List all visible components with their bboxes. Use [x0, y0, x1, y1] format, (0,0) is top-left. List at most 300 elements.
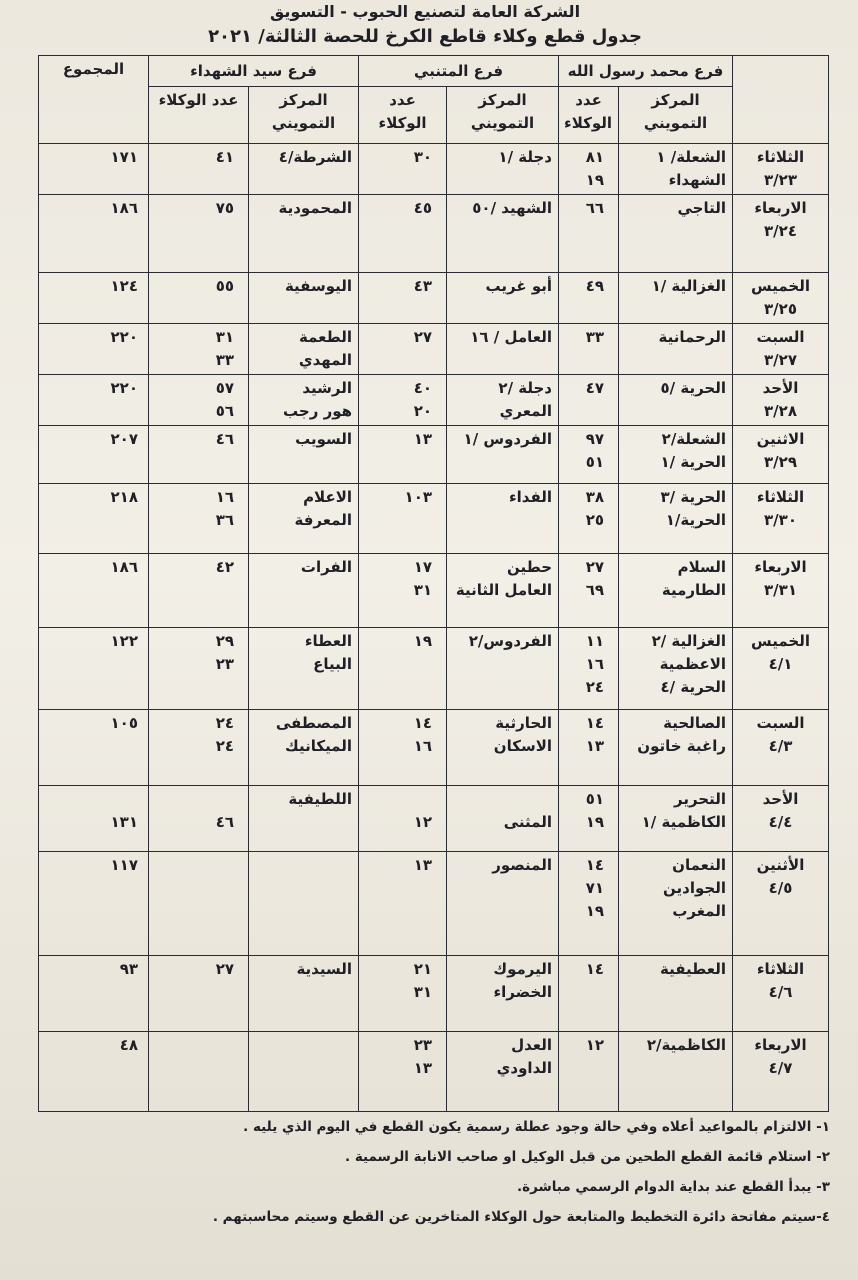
branch3-count-header: عدد الوكلاء: [149, 87, 249, 144]
branch3-count-cell: [149, 324, 249, 375]
cell-line: هور رجب: [283, 402, 353, 420]
branch3-center-cell: [249, 484, 359, 554]
total-cell: [39, 375, 149, 426]
total-cell: [39, 956, 149, 1032]
branch2-center-cell: [447, 273, 559, 324]
cell-line: الاربعاء: [754, 1036, 807, 1054]
cell-line: الأحد: [762, 790, 799, 808]
cell-line: ١٢: [413, 813, 433, 831]
cell-line: ٢٧: [215, 960, 235, 978]
cell-line: السيدية: [296, 960, 353, 978]
cell-line: المثنى: [503, 813, 553, 831]
branch1-center-cell: [619, 786, 733, 852]
cell-line: المصطفى: [275, 714, 353, 732]
day-cell: [733, 324, 829, 375]
cell-line: ١٩: [585, 902, 605, 920]
total-value: ٢٢٠: [110, 328, 138, 346]
branch1-count-cell: [559, 484, 619, 554]
cell-line: الحرية /١: [660, 453, 727, 471]
branch2-center-cell: [447, 710, 559, 786]
cell-line: التحرير: [674, 790, 727, 808]
cell-line: الشعلة/٢: [661, 430, 727, 448]
cell-line: ٤٦: [215, 813, 235, 831]
table-row: [39, 426, 829, 484]
cell-line: دجلة /٢: [498, 379, 553, 397]
day-cell: [733, 195, 829, 273]
branch2-center-cell: [447, 324, 559, 375]
day-cell: [733, 144, 829, 195]
cell-line: الحرية /٥: [660, 379, 727, 397]
cell-line: الاعلام: [303, 488, 353, 506]
total-cell: [39, 484, 149, 554]
cell-line: المعري: [499, 402, 553, 420]
cell-line: ٢٥: [585, 511, 605, 529]
branch1-count-cell: [559, 375, 619, 426]
cell-line: ١٢: [585, 1036, 605, 1054]
cell-line: الطارمية: [661, 581, 727, 599]
note-2: ٢- استلام قائمة القطع الطحين من قبل الوكيل او صاحب الانابة الرسمية .: [344, 1149, 830, 1165]
branch3-center-cell: [249, 852, 359, 956]
cell-line: الاعظمية: [659, 655, 727, 673]
cell-line: [155, 788, 234, 811]
cell-line: ١٧: [413, 558, 433, 576]
branch2-count-cell: [359, 628, 447, 710]
branch1-count-cell: [559, 628, 619, 710]
cell-line: المحمودية: [278, 199, 353, 217]
branch3-count-cell: [149, 426, 249, 484]
cell-line: ٣٦: [215, 511, 235, 529]
total-cell: [39, 324, 149, 375]
branch2-center-cell: [447, 554, 559, 628]
cell-line: ٨١: [585, 148, 605, 166]
cell-line: ١٦: [585, 655, 605, 673]
cell-line: ٤/٤: [768, 813, 793, 831]
table-row: [39, 195, 829, 273]
total-value: ١٢٤: [110, 277, 138, 295]
branch1-center-cell: [619, 710, 733, 786]
total-cell: [39, 554, 149, 628]
cell-line: الغزالية /١: [651, 277, 727, 295]
day-cell: [733, 710, 829, 786]
day-cell: [733, 426, 829, 484]
cell-line: [365, 788, 432, 811]
cell-line: الثلاثاء: [756, 488, 805, 506]
total-value: ١٧١: [110, 148, 138, 166]
note-3: ٣- يبدأ القطع عند بداية الدوام الرسمي مباشرة.: [516, 1179, 830, 1195]
branch2-center-header: المركز التمويني: [447, 87, 559, 144]
branch3-center-cell: [249, 786, 359, 852]
branch3-count-cell: [149, 375, 249, 426]
cell-line: ٩٧: [585, 430, 605, 448]
company-header: الشركة العامة لتصنيع الحبوب - التسويق: [269, 2, 581, 21]
branch2-center-cell: [447, 852, 559, 956]
total-value: ٢٠٧: [110, 430, 138, 448]
cell-line: ٣/٢٩: [764, 453, 797, 471]
branch2-center-cell: [447, 786, 559, 852]
cell-line: ٢٤: [585, 678, 605, 696]
cell-line: ٣/٢٥: [764, 300, 797, 318]
cell-line: ١٦: [215, 488, 235, 506]
branch3-count-cell: [149, 273, 249, 324]
branch2-center-cell: [447, 484, 559, 554]
cell-line: ٢١: [413, 960, 433, 978]
branch1-count-cell: [559, 956, 619, 1032]
cell-line: ٣١: [215, 328, 235, 346]
branch3-count-cell: [149, 628, 249, 710]
cell-line: الحرية /٣: [660, 488, 727, 506]
branch3-count-cell: [149, 484, 249, 554]
cell-line: الشهداء: [668, 171, 727, 189]
table-row: [39, 484, 829, 554]
cell-line: الحرية /٤: [660, 678, 727, 696]
cell-line: الشرطة/٤: [278, 148, 353, 166]
cell-line: الاثنين: [756, 430, 805, 448]
branch1-center-cell: [619, 554, 733, 628]
cell-line: ٤/٥: [768, 879, 793, 897]
total-value: ١٨٦: [110, 199, 138, 217]
branch2-count-cell: [359, 956, 447, 1032]
cell-line: ١٣: [413, 856, 433, 874]
subheader-row: [39, 87, 829, 144]
total-value: ١١٧: [110, 856, 138, 874]
total-cell: [39, 195, 149, 273]
cell-line: [155, 854, 234, 877]
branch3-center-header: المركز التمويني: [249, 87, 359, 144]
branch1-count-cell: [559, 852, 619, 956]
cell-line: السلام: [677, 558, 727, 576]
branch-header-row: [39, 56, 829, 87]
cell-line: ٣٣: [215, 351, 235, 369]
cell-line: الفرات: [300, 558, 353, 576]
branch2-count-cell: [359, 554, 447, 628]
cell-line: ٣١: [413, 983, 433, 1001]
day-header: [733, 56, 829, 144]
cell-line: ٥٦: [215, 402, 235, 420]
cell-line: دجلة /١: [498, 148, 553, 166]
cell-line: ٤٥: [413, 199, 433, 217]
total-cell: [39, 144, 149, 195]
branch2-count-header: عدد الوكلاء: [359, 87, 447, 144]
branch2-count-cell: [359, 786, 447, 852]
cell-line: ٤١: [215, 148, 235, 166]
cell-line: ٣/٢٣: [764, 171, 797, 189]
table-row: [39, 375, 829, 426]
branch2-count-cell: [359, 324, 447, 375]
cell-line: ٧١: [585, 879, 605, 897]
table-row: [39, 144, 829, 195]
table-row: [39, 273, 829, 324]
cell-line: الكاظمية /١: [641, 813, 727, 831]
branch2-center-cell: [447, 195, 559, 273]
branch3-center-cell: [249, 144, 359, 195]
total-header: المجموع: [39, 56, 149, 144]
cell-line: الكاظمية/٢: [646, 1036, 727, 1054]
cell-line: ٣١: [413, 581, 433, 599]
branch1-count-header: عدد الوكلاء: [559, 87, 619, 144]
total-cell: [39, 710, 149, 786]
day-cell: [733, 852, 829, 956]
cell-line: ٤٦: [215, 430, 235, 448]
cell-line: ١١: [585, 632, 605, 650]
branch3-center-cell: [249, 1032, 359, 1112]
cell-line: ٣٨: [585, 488, 605, 506]
branch1-center-cell: [619, 426, 733, 484]
cell-line: الأحد: [762, 379, 799, 397]
table-row: [39, 956, 829, 1032]
cell-line: ٤/٧: [768, 1059, 793, 1077]
day-cell: [733, 786, 829, 852]
branch3-center-cell: [249, 956, 359, 1032]
cell-line: ٣٣: [585, 328, 605, 346]
cell-line: [255, 854, 352, 877]
cell-line: الاربعاء: [754, 558, 807, 576]
table-row: [39, 324, 829, 375]
branch3-center-cell: [249, 324, 359, 375]
cell-line: الاسكان: [493, 737, 553, 755]
branch3-center-cell: [249, 554, 359, 628]
cell-line: الفردوس /١: [463, 430, 553, 448]
cell-line: حطين: [506, 558, 553, 576]
branch2-count-cell: [359, 484, 447, 554]
cell-line: الثلاثاء: [756, 960, 805, 978]
total-cell: [39, 273, 149, 324]
branch3-count-cell: [149, 956, 249, 1032]
cell-line: أبو غريب: [485, 277, 553, 295]
branch3-center-cell: [249, 195, 359, 273]
cell-line: ٣/٢٧: [764, 351, 797, 369]
cell-line: ١٤: [413, 714, 433, 732]
cell-line: ٥١: [585, 453, 605, 471]
branch1-count-cell: [559, 1032, 619, 1112]
cell-line: ٤٠: [413, 379, 433, 397]
total-value: ٢٢٠: [110, 379, 138, 397]
branch2-count-cell: [359, 426, 447, 484]
cell-line: ١٦: [413, 737, 433, 755]
branch3-center-cell: [249, 426, 359, 484]
branch3-count-cell: [149, 710, 249, 786]
note-4: ٤-سيتم مفاتحة دائرة التخطيط والمتابعة حول الوكلاء المتاخرين عن القطع وسيتم محاسبتهم .: [212, 1209, 830, 1225]
branch1-center-cell: [619, 144, 733, 195]
cell-line: ٢٠: [413, 402, 433, 420]
branch3-center-cell: [249, 273, 359, 324]
branch2-count-cell: [359, 375, 447, 426]
branch3-count-cell: [149, 1032, 249, 1112]
cell-line: السويب: [295, 430, 353, 448]
branch2-center-cell: [447, 375, 559, 426]
branch1-count-cell: [559, 786, 619, 852]
branch1-count-cell: [559, 273, 619, 324]
cell-line: ١٩: [585, 813, 605, 831]
day-cell: [733, 1032, 829, 1112]
cell-line: اليرموك: [493, 960, 553, 978]
branch3-center-cell: [249, 375, 359, 426]
cell-line: المنصور: [492, 856, 553, 874]
branch3-count-cell: [149, 554, 249, 628]
cell-line: ٤٣: [413, 277, 433, 295]
cell-line: ٤٩: [585, 277, 605, 295]
branch1-count-cell: [559, 144, 619, 195]
cell-line: ٢٤: [215, 714, 235, 732]
branch1-center-header: المركز التمويني: [619, 87, 733, 144]
cell-line: المهدي: [298, 351, 353, 369]
cell-line: ٦٦: [585, 199, 605, 217]
cell-line: المغرب: [672, 902, 727, 920]
table-row: [39, 1032, 829, 1112]
cell-line: الشعلة/ ١: [656, 148, 727, 166]
cell-line: اليوسفية: [284, 277, 353, 295]
table-row: [39, 710, 829, 786]
day-cell: [733, 956, 829, 1032]
cell-line: ٣/٢٤: [764, 222, 797, 240]
cell-line: السبت: [756, 714, 805, 732]
table-title: جدول قطع وكلاء قاطع الكرخ للحصة الثالثة/ ٢٠٢١: [208, 26, 642, 47]
branch2-count-cell: [359, 195, 447, 273]
branch1-count-cell: [559, 324, 619, 375]
branch1-header: فرع محمد رسول الله: [559, 56, 733, 87]
cell-line: ٢٤: [215, 737, 235, 755]
cell-line: ٤٢: [215, 558, 235, 576]
cell-line: الداودي: [496, 1059, 553, 1077]
branch1-center-cell: [619, 1032, 733, 1112]
cell-line: ٦٩: [585, 581, 605, 599]
cell-line: الجوادين: [663, 879, 727, 897]
total-value: ١٠٥: [110, 714, 138, 732]
cell-line: الفردوس/٢: [468, 632, 553, 650]
branch3-count-cell: [149, 852, 249, 956]
branch2-center-cell: [447, 144, 559, 195]
branch1-count-cell: [559, 554, 619, 628]
total-value: ١٢٢: [110, 632, 138, 650]
cell-line: العامل الثانية: [455, 581, 553, 599]
cell-line: ٢٣: [413, 1036, 433, 1054]
branch2-count-cell: [359, 144, 447, 195]
cell-line: الخميس: [751, 632, 810, 650]
branch2-center-cell: [447, 956, 559, 1032]
cell-line: ٤/١: [768, 655, 793, 673]
cell-line: ٤٧: [585, 379, 605, 397]
cell-line: العطاء: [304, 632, 353, 650]
branch1-center-cell: [619, 375, 733, 426]
branch2-count-cell: [359, 852, 447, 956]
day-cell: [733, 554, 829, 628]
cell-line: الغزالية /٢: [651, 632, 727, 650]
note-1: ١- الالتزام بالمواعيد أعلاه وفي حالة وجود عطلة رسمية يكون القطع في اليوم الذي يليه .: [243, 1119, 830, 1135]
cell-line: ٤/٣: [768, 737, 793, 755]
cell-line: ١٣: [413, 1059, 433, 1077]
branch1-count-cell: [559, 426, 619, 484]
total-cell: [39, 1032, 149, 1112]
cell-line: ١٣: [585, 737, 605, 755]
cell-line: الصالحية: [663, 714, 727, 732]
cell-line: الرشيد: [302, 379, 353, 397]
total-cell: [39, 852, 149, 956]
cell-line: [453, 788, 552, 811]
branch3-count-cell: [149, 144, 249, 195]
cell-line: الفداء: [508, 488, 553, 506]
schedule-table: [38, 55, 829, 1112]
cell-line: ٣/٢٨: [764, 402, 797, 420]
table-row: [39, 786, 829, 852]
cell-line: ٢٩: [215, 632, 235, 650]
branch2-count-cell: [359, 1032, 447, 1112]
branch2-count-cell: [359, 710, 447, 786]
cell-line: ٥١: [585, 790, 605, 808]
cell-line: الأثنين: [756, 856, 805, 874]
branch1-count-cell: [559, 710, 619, 786]
cell-line: اللطيفية: [288, 790, 353, 808]
table-row: [39, 628, 829, 710]
day-cell: [733, 273, 829, 324]
total-cell: [39, 426, 149, 484]
branch2-center-cell: [447, 426, 559, 484]
day-cell: [733, 628, 829, 710]
total-cell: [39, 628, 149, 710]
cell-line: ١٩: [413, 632, 433, 650]
branch1-center-cell: [619, 273, 733, 324]
cell-line: ٥٧: [215, 379, 235, 397]
branch2-center-cell: [447, 628, 559, 710]
branch1-center-cell: [619, 484, 733, 554]
cell-line: الخضراء: [493, 983, 553, 1001]
cell-line: الاربعاء: [754, 199, 807, 217]
day-cell: [733, 484, 829, 554]
cell-line: الشهيد /٥٠: [472, 199, 553, 217]
cell-line: ١٤: [585, 714, 605, 732]
cell-line: المعرفة: [294, 511, 353, 529]
branch3-header: فرع سيد الشهداء: [149, 56, 359, 87]
cell-line: [155, 1034, 234, 1057]
total-cell: [39, 786, 149, 852]
total-value: ١٣١: [110, 813, 138, 831]
cell-line: ١٩: [585, 171, 605, 189]
branch1-center-cell: [619, 628, 733, 710]
branch1-center-cell: [619, 324, 733, 375]
cell-line: ١٤: [585, 856, 605, 874]
cell-line: ٢٧: [585, 558, 605, 576]
cell-line: ٣/٣١: [764, 581, 797, 599]
branch1-count-cell: [559, 195, 619, 273]
cell-line: الرحمانية: [658, 328, 727, 346]
cell-line: [255, 1034, 352, 1057]
branch2-count-cell: [359, 273, 447, 324]
branch3-count-cell: [149, 786, 249, 852]
cell-line: السبت: [756, 328, 805, 346]
cell-line: العطيفية: [660, 960, 727, 978]
cell-line: الميكانيك: [284, 737, 353, 755]
cell-line: النعمان: [672, 856, 727, 874]
cell-line: ١٣: [413, 430, 433, 448]
notes-section: [30, 1112, 830, 1232]
cell-line: ٣/٣٠: [764, 511, 797, 529]
total-value: ٤٨: [119, 1036, 138, 1054]
total-value: ١٨٦: [110, 558, 138, 576]
cell-line: الحارثية: [495, 714, 553, 732]
branch3-count-cell: [149, 195, 249, 273]
table-row: [39, 852, 829, 956]
cell-line: التاجي: [677, 199, 727, 217]
table-row: [39, 554, 829, 628]
branch1-center-cell: [619, 956, 733, 1032]
day-cell: [733, 375, 829, 426]
cell-line: الخميس: [751, 277, 810, 295]
cell-line: ٤/٦: [768, 983, 793, 1001]
branch1-center-cell: [619, 195, 733, 273]
branch3-center-cell: [249, 710, 359, 786]
branch2-header: فرع المتنبي: [359, 56, 559, 87]
cell-line: الحرية/١: [665, 511, 727, 529]
cell-line: ٢٧: [413, 328, 433, 346]
cell-line: العدل: [511, 1036, 553, 1054]
